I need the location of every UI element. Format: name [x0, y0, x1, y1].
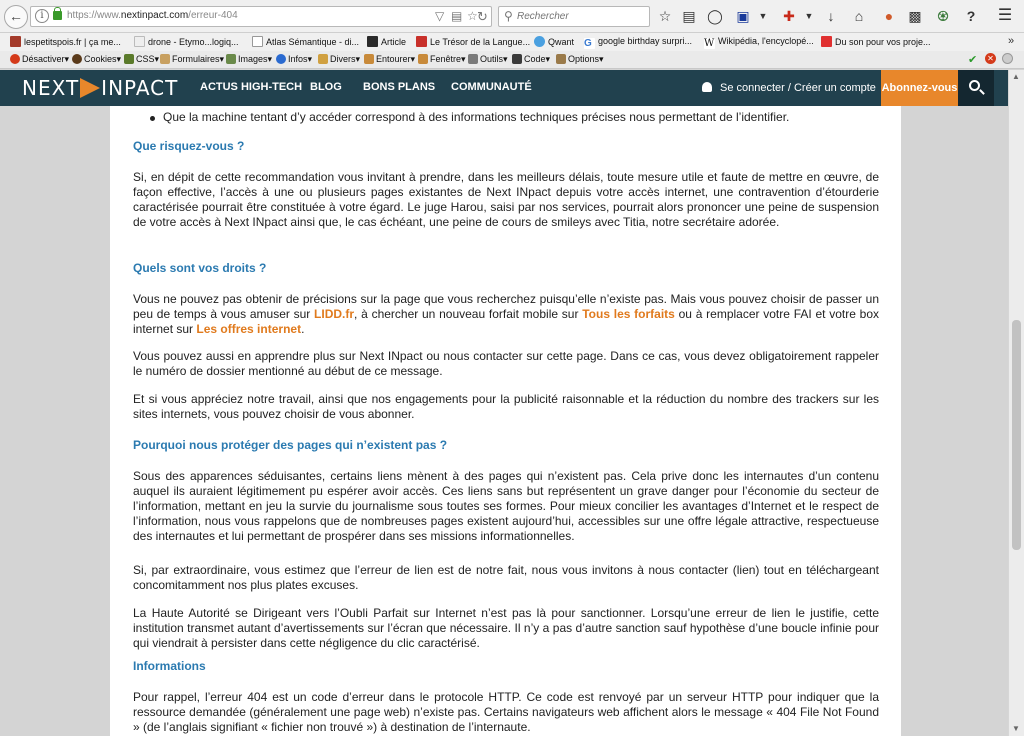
disable-icon	[10, 54, 20, 64]
addon-red-cross-icon[interactable]: ✚	[783, 8, 795, 24]
bookmark-favicon-icon	[821, 36, 832, 47]
web-page	[0, 70, 1008, 736]
link-lidd[interactable]: LIDD.fr	[314, 307, 355, 321]
devbar-outline[interactable]: Entourer▾	[364, 54, 415, 65]
bookmark-item[interactable]: Atlas Sémantique - di...	[252, 36, 359, 47]
site-search-button[interactable]	[958, 70, 994, 106]
devbar-css[interactable]: CSS▾	[124, 54, 159, 65]
info-icon[interactable]: i	[35, 9, 49, 23]
bookmark-item[interactable]: lespetitspois.fr | ça me...	[10, 36, 121, 47]
page-scrollbar[interactable]	[1008, 70, 1024, 736]
site-header	[0, 70, 1008, 106]
addon-menu-icon[interactable]: ▼	[804, 11, 814, 21]
paragraph: Vous ne pouvez pas obtenir de précisions sur la page que vous recherchez puisqu’elle n’existe pas. Mais vous pouvez choisir de passer un peu de temps à vous amuser sur LIDD.fr, à chercher un nouveau forfait mobile sur Tous les forfaits ou à remplacer votre FAI et votre box internet sur Les offres internet.	[133, 292, 879, 336]
dropdown-arrow-icon[interactable]: ▽	[435, 9, 445, 23]
paragraph: Si, par extraordinaire, vous estimez que l’erreur de lien est de notre fait, nous vous invitons à nous contacter (lien) tout en téléchargeant concomitamment nos plus plates excuses.	[133, 563, 879, 592]
error-close-icon[interactable]: ✕	[985, 53, 996, 64]
bookmark-item[interactable]: G google birthday surpri...	[584, 36, 693, 49]
puzzle-icon[interactable]: ♼	[936, 8, 950, 24]
list-item: Que la machine tentant d’y accéder correspond à des informations techniques précises nous permettant de l’identifier.	[150, 110, 789, 124]
paragraph: Sous des apparences séduisantes, certains liens mènent à des pages qui n’existent pas. Cela prive donc les internautes d’un contenu auquel ils auraient légitimement pu espérer avoir accès. Ces liens sans but représentent un grave danger pour l’économie du secteur de l’information, mettant en jeu la survie du journalisme sous toutes ses formes. Pour mieux concilier les avantages d’Internet et le respect de l’information, nous vous rappelons que de nombreuses pages existent aujourd’hui, accessibles sur une offre légale attractive, respectueuse des internautes et lui permettant de prospérer dans ses missions informationnelles.	[133, 469, 879, 543]
url-text[interactable]: https://www.nextinpact.com/erreur-404	[67, 10, 238, 21]
devbar-infos[interactable]: Infos▾	[276, 54, 312, 65]
bookmark-favicon-icon: W	[704, 38, 715, 49]
menu-communaute[interactable]: COMMUNAUTÉ	[451, 81, 532, 93]
bookmark-item[interactable]: drone - Etymo...logiq...	[134, 36, 239, 47]
css-brush-icon	[124, 54, 134, 64]
section-heading: Informations	[133, 659, 206, 673]
bookmark-favicon-icon	[534, 36, 545, 47]
url-bar[interactable]	[30, 6, 492, 27]
bookmark-favicon-icon	[252, 36, 263, 47]
back-arrow-icon: ←	[9, 8, 23, 24]
screenshot-icon[interactable]: ▩	[908, 8, 922, 24]
forms-icon	[160, 54, 170, 64]
paragraph: Si, en dépit de cette recommandation vous invitant à prendre, dans les meilleurs délais, toute mesure utile et faute de mettre en œuvre, de façon effective, l’accès à une ou plusieurs pages existantes de Next INpact depuis votre accès internet, une contravention d’étourderie caractérisée pourrait être constituée à votre égard. Le juge Harou, saisi par nos services, pourrait alors prononcer une peine de suspension de votre accès à Next INpact ainsi que, le cas échéant, une peine de cours de smileys avec Titia, notre secrétaire adorée.	[133, 170, 879, 229]
search-input[interactable]	[517, 9, 645, 24]
bookmark-item[interactable]: Article	[367, 36, 406, 47]
outline-pencil-icon	[364, 54, 374, 64]
search-box[interactable]	[498, 6, 650, 27]
link-offres-internet[interactable]: Les offres internet	[196, 322, 302, 336]
link-tous-les-forfaits[interactable]: Tous les forfaits	[582, 307, 675, 321]
info-circle-icon	[276, 54, 286, 64]
devbar-misc[interactable]: Divers▾	[318, 54, 360, 65]
bookmark-star-icon[interactable]: ☆	[658, 8, 672, 24]
paragraph: La Haute Autorité se Dirigeant vers l’Oubli Parfait sur Internet n’est pas là pour sanctionner. Lorsqu’une erreur de lien le justifie, cette institution transmet autant d’avertissements sur l’écran que nécessaire. Il n’y a pas d’autre sanction sauf hypothèse d’une boucle infinie pour qui viendrait à persister dans cette négligence du clic caractérisé.	[133, 606, 879, 650]
scroll-down-icon[interactable]: ▼	[1012, 724, 1020, 733]
bookmark-favicon-icon	[134, 36, 145, 47]
web-developer-toolbar	[0, 51, 1024, 69]
back-button[interactable]	[4, 5, 28, 29]
window-pencil-icon	[418, 54, 428, 64]
color-picker-icon[interactable]: ●	[884, 8, 894, 24]
misc-folder-icon	[318, 54, 328, 64]
paragraph: Vous pouvez aussi en apprendre plus sur Next INpact ou nous contacter sur cette page. Dans ce cas, vous devez obligatoirement rappeler le numéro de dossier mentionné au début de ce message.	[133, 349, 879, 378]
bookmark-favicon-icon	[416, 36, 427, 47]
tools-icon	[468, 54, 478, 64]
section-heading: Pourquoi nous protéger des pages qui n’existent pas ?	[133, 438, 448, 452]
hamburger-menu-icon[interactable]: ☰	[997, 7, 1013, 24]
logo-triangle-icon	[80, 78, 100, 98]
bookmark-item[interactable]: Le Trésor de la Langue...	[416, 36, 530, 47]
reader-view-icon[interactable]: ▤	[451, 9, 463, 23]
save-icon[interactable]: ▣	[736, 8, 750, 24]
browser-toolbar	[0, 0, 1024, 33]
bookmark-item[interactable]: Du son pour vos proje...	[821, 36, 931, 47]
scroll-up-icon[interactable]: ▲	[1012, 72, 1020, 81]
reload-icon[interactable]: ↻	[477, 9, 488, 24]
paragraph: Pour rappel, l’erreur 404 est un code d’erreur dans le protocole HTTP. Ce code est renvoyé par un serveur HTTP pour indiquer que la ressource demandée (généralement une page web) n’existe pas. Certains navigateurs web affichent alors le message « 404 File Not Found » (de l’anglais signifiant « fichier non trouvé ») à destination de l’internaute.	[133, 690, 879, 734]
bookmarks-overflow-icon[interactable]: »	[1008, 35, 1015, 47]
bookmark-favicon-icon: G	[584, 38, 595, 49]
lock-icon	[53, 11, 62, 20]
bookmarks-bar	[0, 33, 1024, 51]
menu-blog[interactable]: BLOG	[310, 81, 342, 93]
valid-check-icon[interactable]: ✔	[968, 54, 978, 66]
status-circle-icon[interactable]	[1002, 53, 1013, 66]
search-icon	[969, 80, 980, 91]
devbar-cookies[interactable]: Cookies▾	[72, 54, 121, 65]
devbar-options[interactable]: Options▾	[556, 54, 604, 65]
section-heading: Que risquez-vous ?	[133, 139, 245, 153]
images-icon	[226, 54, 236, 64]
search-icon: ⚲	[504, 9, 513, 23]
help-icon[interactable]: ?	[966, 8, 976, 24]
bookmark-item[interactable]: Qwant	[534, 36, 574, 47]
bookmark-item[interactable]: W Wikipédia, l'encyclopé...	[704, 36, 814, 49]
code-icon	[512, 54, 522, 64]
subscribe-button[interactable]: Abonnez-vous	[881, 70, 958, 106]
pocket-icon[interactable]: ◯	[707, 8, 723, 24]
library-icon[interactable]: ▤	[682, 8, 696, 24]
site-logo[interactable]: NEXT INPACT	[22, 76, 179, 100]
bookmark-page-icon[interactable]: ☆	[467, 9, 478, 23]
save-menu-icon[interactable]: ▼	[758, 11, 768, 21]
scrollbar-thumb[interactable]	[1012, 320, 1021, 550]
menu-bons-plans[interactable]: BONS PLANS	[363, 81, 436, 93]
devbar-tools[interactable]: Outils▾	[468, 54, 508, 65]
bookmark-favicon-icon	[367, 36, 378, 47]
section-heading: Quels sont vos droits ?	[133, 261, 267, 275]
user-icon	[702, 82, 712, 92]
download-icon[interactable]: ↓	[827, 8, 835, 24]
menu-actus-high-tech[interactable]: ACTUS HIGH-TECH	[200, 81, 303, 93]
article-content	[110, 106, 901, 736]
devbar-forms[interactable]: Formulaires▾	[160, 54, 224, 65]
login-link[interactable]: Se connecter / Créer un compte	[702, 82, 876, 94]
cookie-icon	[72, 54, 82, 64]
devbar-window[interactable]: Fenêtre▾	[418, 54, 466, 65]
options-icon	[556, 54, 566, 64]
bookmark-favicon-icon	[10, 36, 21, 47]
paragraph: Et si vous appréciez notre travail, ainsi que nos engagements pour la publicité raisonnable et la réduction du nombre des trackers sur les sites internets, vous pouvez choisir de vous abonner.	[133, 392, 879, 421]
devbar-code[interactable]: Code▾	[512, 54, 550, 65]
devbar-disable[interactable]: Désactiver▾	[10, 54, 69, 65]
devbar-images[interactable]: Images▾	[226, 54, 272, 65]
home-icon[interactable]: ⌂	[854, 8, 864, 24]
